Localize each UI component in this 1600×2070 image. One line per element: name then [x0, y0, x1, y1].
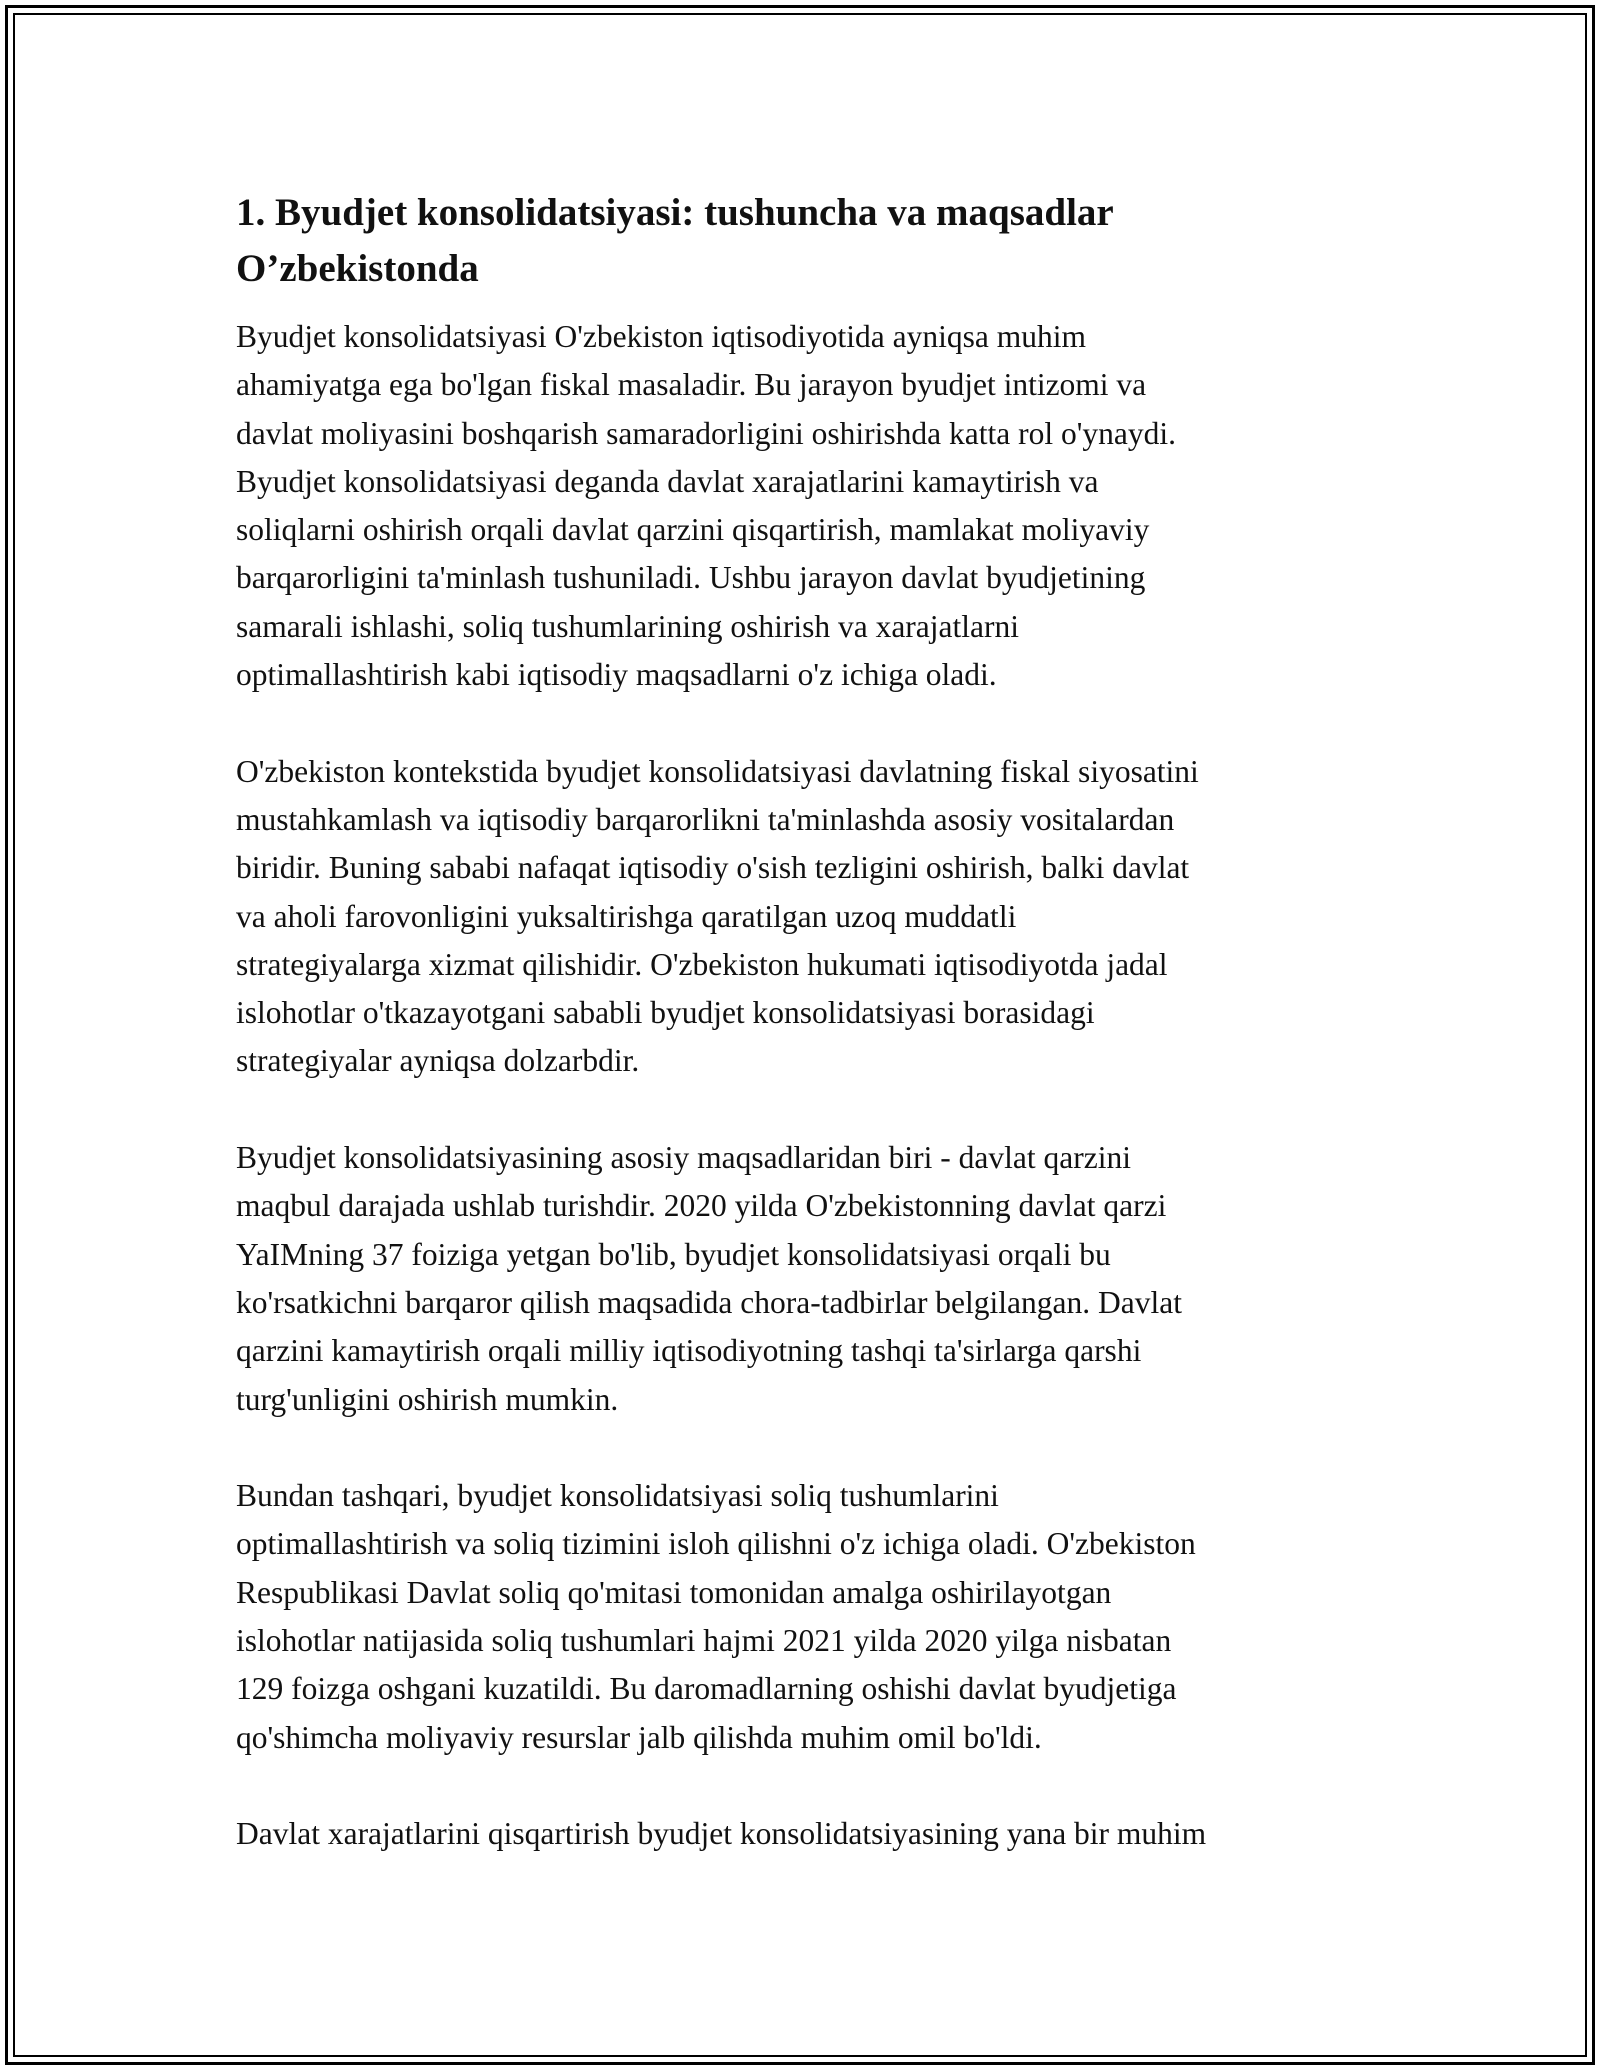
- text-line: O'zbekiston kontekstida byudjet konsolidatsiyasi davlatning fiskal siyosatini: [236, 753, 1199, 789]
- text-line: davlat moliyasini boshqarish samaradorligini oshirishda katta rol o'ynaydi.: [236, 415, 1177, 451]
- document-body: [236, 185, 1386, 1907]
- paragraph: [236, 1810, 1386, 1858]
- text-line: islohotlar o'tkazayotgani sababli byudjet konsolidatsiyasi borasidagi: [236, 995, 1095, 1031]
- text-line: Byudjet konsolidatsiyasi O'zbekiston iqtisodiyotida ayniqsa muhim: [236, 319, 1086, 354]
- text-line: biridir. Buning sababi nafaqat iqtisodiy o'sish tezligini oshirish, balki davlat: [236, 850, 1190, 886]
- text-line: optimallashtirish va soliq tizimini isloh qilishni o'z ichiga oladi. O'zbekiston: [236, 1526, 1196, 1562]
- text-line: mustahkamlash va iqtisodiy barqarorlikni ta'minlashda asosiy vositalardan: [236, 801, 1175, 837]
- text-line: Bundan tashqari, byudjet konsolidatsiyasi soliq tushumlarini: [236, 1478, 999, 1514]
- text-line: Davlat xarajatlarini qisqartirish byudjet konsolidatsiyasining yana bir muhim: [236, 1816, 1207, 1852]
- text-line: Byudjet konsolidatsiyasining asosiy maqsadlaridan biri - davlat qarzini: [236, 1140, 1131, 1176]
- text-line: ahamiyatga ega bo'lgan fiskal masaladir. Bu jarayon byudjet intizomi va: [236, 367, 1147, 403]
- heading-line: 1. Byudjet konsolidatsiyasi: tushuncha va maqsadlar: [236, 191, 1114, 234]
- text-line: strategiyalarga xizmat qilishidir. O'zbekiston hukumati iqtisodiyotda jadal: [236, 946, 1168, 982]
- text-line: strategiyalar ayniqsa dolzarbdir.: [236, 1043, 640, 1079]
- text-line: soliqlarni oshirish orqali davlat qarzini qisqartirish, mamlakat moliyaviy: [236, 512, 1150, 548]
- text-line: barqarorligini ta'minlash tushuniladi. Ushbu jarayon davlat byudjetining: [236, 560, 1146, 596]
- text-line: maqbul darajada ushlab turishdir. 2020 yilda O'zbekistonning davlat qarzi: [236, 1188, 1167, 1224]
- text-line: va aholi farovonligini yuksaltirishga qaratilgan uzoq muddatli: [236, 898, 1017, 934]
- section-heading: [236, 185, 1386, 297]
- paragraph: [236, 1134, 1386, 1424]
- text-line: qo'shimcha moliyaviy resurslar jalb qilishda muhim omil bo'ldi.: [236, 1719, 1042, 1755]
- text-line: islohotlar natijasida soliq tushumlari hajmi 2021 yilda 2020 yilga nisbatan: [236, 1623, 1172, 1659]
- paragraph: [236, 313, 1386, 699]
- text-line: Respublikasi Davlat soliq qo'mitasi tomonidan amalga oshirilayotgan: [236, 1574, 1112, 1610]
- text-line: samarali ishlashi, soliq tushumlarining oshirish va xarajatlarni: [236, 608, 1019, 644]
- text-line: YaIMning 37 foiziga yetgan bo'lib, byudjet konsolidatsiyasi orqali bu: [236, 1236, 1111, 1272]
- paragraph: [236, 748, 1386, 1086]
- text-line: turg'unligini oshirish mumkin.: [236, 1381, 619, 1417]
- text-line: optimallashtirish kabi iqtisodiy maqsadlarni o'z ichiga oladi.: [236, 657, 997, 693]
- text-line: Byudjet konsolidatsiyasi deganda davlat xarajatlarini kamaytirish va: [236, 463, 1099, 499]
- text-line: qarzini kamaytirish orqali milliy iqtisodiyotning tashqi ta'sirlarga qarshi: [236, 1333, 1142, 1369]
- text-line: 129 foizga oshgani kuzatildi. Bu daromadlarning oshishi davlat byudjetiga: [236, 1671, 1177, 1707]
- paragraph: [236, 1472, 1386, 1762]
- text-line: ko'rsatkichni barqaror qilish maqsadida chora-tadbirlar belgilangan. Davlat: [236, 1284, 1182, 1320]
- heading-line: O’zbekistonda: [236, 247, 479, 290]
